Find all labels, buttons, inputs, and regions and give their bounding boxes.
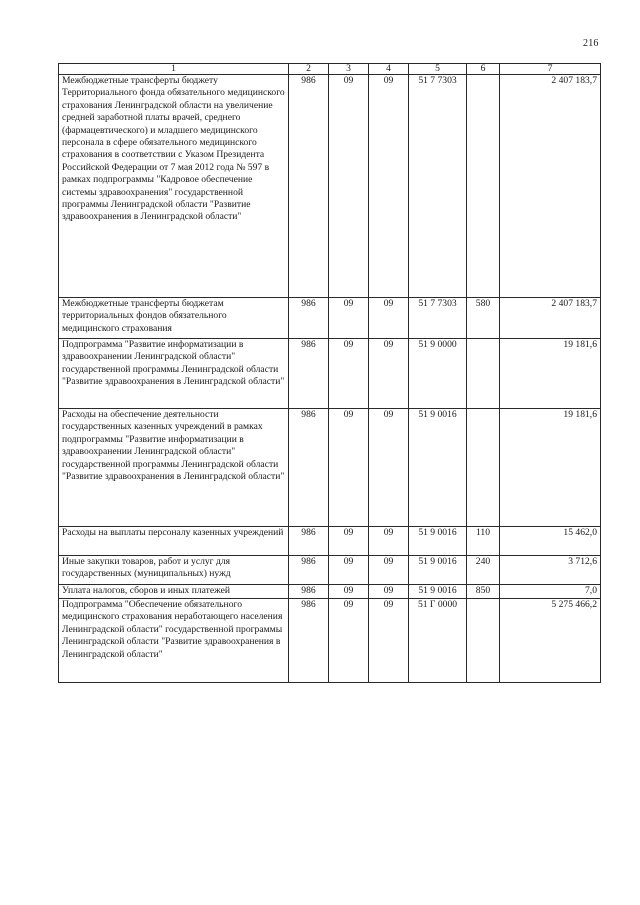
row-name: Подпрограмма "Развитие информатизации в здравоохранении Ленинградской области" государственной программы Ленинградской области "Развитие здравоохранения в Ленинградской области" (59, 339, 289, 409)
column-header: 2 (289, 64, 329, 75)
table-row (59, 409, 601, 527)
cell-expense-type (467, 339, 500, 409)
page-number: 216 (583, 38, 599, 49)
column-header: 6 (467, 64, 500, 75)
column-header: 5 (409, 64, 467, 75)
cell-expense-type (467, 75, 500, 298)
cell-section: 09 (329, 556, 369, 585)
row-name: Межбюджетные трансферты бюджету Территориального фонда обязательного медицинского страхования Ленинградской области на увеличение средней заработной платы врачей, среднего (фармацевтического) и младшего медицинского персонала в сфере обязательного медицинского страхования в соответствии с Указом Президента Российской Федерации от 7 мая 2012 года № 597 в рамках подпрограммы "Кадровое обеспечение системы здравоохранения" государственной программы Ленинградской области "Развитие здравоохранения в Ленинградской области" (59, 75, 289, 298)
cell-amount: 2 407 183,7 (500, 298, 601, 339)
table-row (59, 599, 601, 683)
cell-section: 09 (329, 409, 369, 527)
cell-target-article: 51 7 7303 (409, 75, 467, 298)
cell-amount: 5 275 466,2 (500, 599, 601, 683)
cell-ministry: 986 (289, 585, 329, 599)
cell-ministry: 986 (289, 298, 329, 339)
column-header: 4 (369, 64, 409, 75)
row-name: Межбюджетные трансферты бюджетам территориальных фондов обязательного медицинского страхования (59, 298, 289, 339)
row-name: Расходы на выплаты персоналу казенных учреждений (59, 527, 289, 556)
cell-subsection: 09 (369, 585, 409, 599)
cell-ministry: 986 (289, 339, 329, 409)
cell-expense-type: 580 (467, 298, 500, 339)
cell-amount: 2 407 183,7 (500, 75, 601, 298)
cell-amount: 19 181,6 (500, 339, 601, 409)
row-name: Иные закупки товаров, работ и услуг для государственных (муниципальных) нужд (59, 556, 289, 585)
column-header: 1 (59, 64, 289, 75)
table-row (59, 339, 601, 409)
cell-target-article: 51 Г 0000 (409, 599, 467, 683)
cell-expense-type (467, 599, 500, 683)
cell-subsection: 09 (369, 298, 409, 339)
table-header-row (59, 64, 601, 75)
cell-target-article: 51 7 7303 (409, 298, 467, 339)
cell-ministry: 986 (289, 599, 329, 683)
cell-amount: 7,0 (500, 585, 601, 599)
column-header: 7 (500, 64, 601, 75)
cell-expense-type: 850 (467, 585, 500, 599)
cell-subsection: 09 (369, 409, 409, 527)
cell-subsection: 09 (369, 556, 409, 585)
cell-section: 09 (329, 599, 369, 683)
table-row (59, 75, 601, 298)
cell-target-article: 51 9 0016 (409, 585, 467, 599)
row-name: Расходы на обеспечение деятельности государственных казенных учреждений в рамках подпрограммы "Развитие информатизации в здравоохранении Ленинградской области" государственной программы Ленинградской области "Развитие здравоохранения в Ленинградской области" (59, 409, 289, 527)
cell-ministry: 986 (289, 409, 329, 527)
cell-amount: 3 712,6 (500, 556, 601, 585)
row-name: Подпрограмма "Обеспечение обязательного медицинского страхования неработающего населения Ленинградской области" государственной программы Ленинградской области "Развитие здравоохранения в Ленинградской области" (59, 599, 289, 683)
cell-ministry: 986 (289, 556, 329, 585)
cell-subsection: 09 (369, 599, 409, 683)
table-row (59, 527, 601, 556)
cell-ministry: 986 (289, 527, 329, 556)
cell-expense-type: 240 (467, 556, 500, 585)
table-row (59, 585, 601, 599)
cell-section: 09 (329, 298, 369, 339)
row-name: Уплата налогов, сборов и иных платежей (59, 585, 289, 599)
cell-target-article: 51 9 0016 (409, 527, 467, 556)
cell-amount: 15 462,0 (500, 527, 601, 556)
table-row (59, 298, 601, 339)
cell-section: 09 (329, 585, 369, 599)
cell-target-article: 51 9 0016 (409, 556, 467, 585)
cell-subsection: 09 (369, 527, 409, 556)
cell-ministry: 986 (289, 75, 329, 298)
column-header: 3 (329, 64, 369, 75)
cell-expense-type (467, 409, 500, 527)
table-row (59, 556, 601, 585)
cell-target-article: 51 9 0016 (409, 409, 467, 527)
budget-table (58, 63, 601, 683)
cell-section: 09 (329, 527, 369, 556)
cell-subsection: 09 (369, 339, 409, 409)
cell-section: 09 (329, 339, 369, 409)
cell-expense-type: 110 (467, 527, 500, 556)
cell-target-article: 51 9 0000 (409, 339, 467, 409)
cell-amount: 19 181,6 (500, 409, 601, 527)
cell-subsection: 09 (369, 75, 409, 298)
cell-section: 09 (329, 75, 369, 298)
